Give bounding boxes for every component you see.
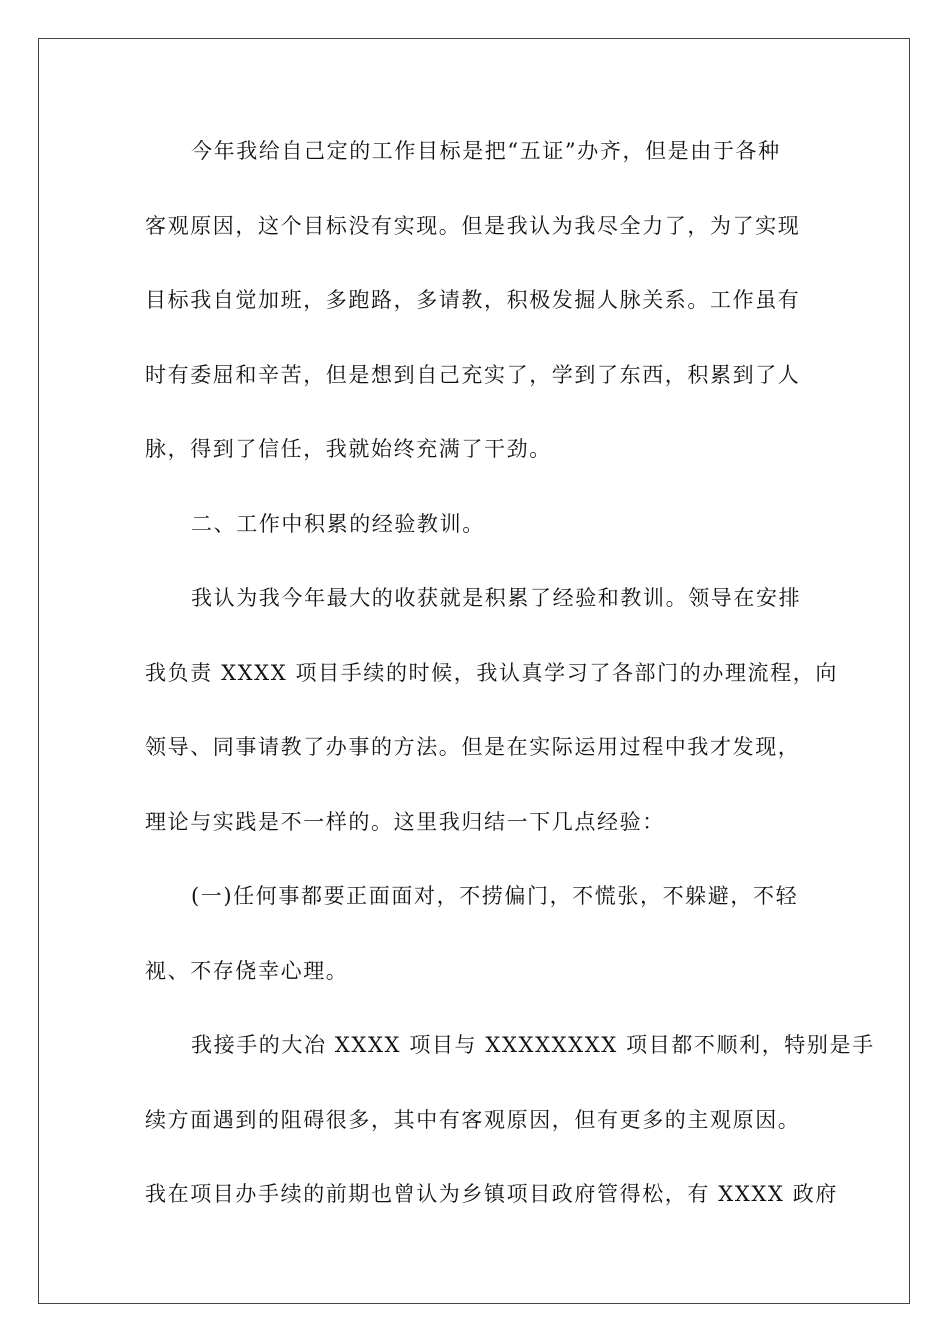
text-line: 我接手的大冶 XXXX 项目与 XXXXXXXX 项目都不顺利，特别是手 — [191, 1033, 875, 1057]
text-line: 今年我给自己定的工作目标是把“五证”办齐，但是由于各种 — [191, 139, 781, 163]
text-line: 时有委屈和辛苦，但是想到自己充实了，学到了东西，积累到了人 — [145, 362, 801, 387]
text-line: 领导、同事请教了办事的方法。但是在实际运用过程中我才发现， — [145, 735, 801, 759]
section-heading: 二、工作中积累的经验教训。 — [191, 511, 485, 536]
text-line: 我负责 XXXX 项目手续的时候，我认真学习了各部门的办理流程，向 — [145, 660, 838, 685]
text-line: 目标我自觉加班，多跑路，多请教，积极发掘人脉关系。工作虽有 — [145, 288, 801, 312]
text-line: 视、不存侥幸心理。 — [145, 958, 349, 983]
text-line: 理论与实践是不一样的。这里我归结一下几点经验： — [145, 809, 665, 834]
text-line: 客观原因，这个目标没有实现。但是我认为我尽全力了，为了实现 — [145, 213, 801, 238]
document-body — [145, 131, 875, 1249]
text-line: 我认为我今年最大的收获就是积累了经验和教训。领导在安排 — [191, 586, 802, 610]
text-line: 续方面遇到的阻碍很多，其中有客观原因，但有更多的主观原因。 — [145, 1107, 801, 1132]
text-line: 脉，得到了信任，我就始终充满了干劲。 — [145, 437, 552, 461]
text-line: 我在项目办手续的前期也曾认为乡镇项目政府管得松，有 XXXX 政府 — [145, 1182, 838, 1206]
list-item-heading: (一)任何事都要正面面对，不捞偏门，不慌张，不躲避，不轻 — [191, 884, 799, 908]
